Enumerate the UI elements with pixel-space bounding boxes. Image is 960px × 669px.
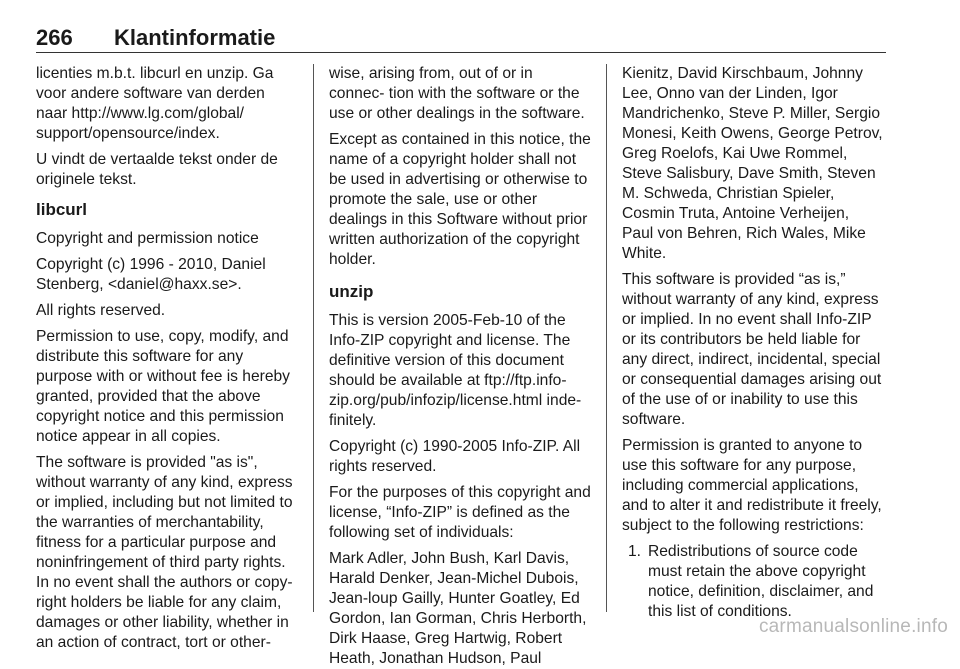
column-divider bbox=[606, 64, 607, 612]
paragraph: Copyright and permission notice bbox=[36, 230, 259, 247]
paragraph: wise, arising from, out of or in connec- tion with the software or the use or other dealings in the software. bbox=[329, 65, 585, 122]
section-heading-unzip: unzip bbox=[329, 282, 374, 301]
column-divider bbox=[313, 64, 314, 612]
paragraph: licenties m.b.t. libcurl en unzip. Ga voor andere software van derden naar http://www.lg.com/global/ support/opensource/index. bbox=[36, 65, 274, 142]
paragraph: Permission is granted to anyone to use this software for any purpose, including commercial applications, and to alter it and redistribute it freely, subject to the following restrictions: bbox=[622, 437, 882, 534]
list-item-text: Redistributions of source code must retain the above copyright notice, definition, disclaimer, and this list of conditions. bbox=[648, 543, 874, 620]
column-1 bbox=[36, 64, 298, 651]
section-heading-libcurl: libcurl bbox=[36, 200, 88, 219]
list-item bbox=[622, 542, 884, 622]
paragraph: For the purposes of this copyright and license, “Info-ZIP” is defined as the following set of individuals: bbox=[329, 484, 591, 541]
paragraph: This is version 2005-Feb-10 of the Info-ZIP copyright and license. The definitive version of this document should be available at ftp://ftp.info- zip.org/pub/infozip/license.html inde- finitely. bbox=[329, 312, 582, 429]
paragraph: Copyright (c) 1990-2005 Info-ZIP. All rights reserved. bbox=[329, 438, 581, 475]
page-header bbox=[36, 26, 886, 53]
paragraph: This software is provided “as is,” without warranty of any kind, express or implied. In no event shall Info-ZIP or its contributors be held liable for any direct, indirect, incidental, special or consequential damages arising out of the use of or inability to use this software. bbox=[622, 271, 882, 428]
paragraph: Except as contained in this notice, the name of a copyright holder shall not be used in advertising or otherwise to promote the sale, use or other dealings in this Software without prior written authorization of the copyright holder. bbox=[329, 131, 591, 268]
column-2 bbox=[329, 64, 591, 667]
restrictions-list bbox=[622, 542, 884, 622]
paragraph: Mark Adler, John Bush, Karl Davis, Harald Denker, Jean-Michel Dubois, Jean-loup Gailly, Hunter Goatley, Ed Gordon, Ian Gorman, Chris Herborth, Dirk Haase, Greg Hartwig, Robert Heath, Jonathan Hudson, Paul bbox=[329, 550, 587, 667]
column-3 bbox=[622, 64, 884, 620]
paragraph: Kienitz, David Kirschbaum, Johnny Lee, Onno van der Linden, Igor Mandrichenko, Steve P. Miller, Sergio Monesi, Keith Owens, George Petrov, Greg Roelofs, Kai Uwe Rommel, Steve Salisbury, Dave Smith, Steven M. Schweda, Christian Spieler, Cosmin Truta, Antoine Verheijen, Paul von Behren, Rich Wales, Mike White. bbox=[622, 65, 883, 262]
paragraph: All rights reserved. bbox=[36, 302, 166, 319]
paragraph: U vindt de vertaalde tekst onder de originele tekst. bbox=[36, 151, 278, 188]
page-title: Klantinformatie bbox=[114, 25, 276, 50]
list-item-number: 1. bbox=[628, 543, 642, 560]
paragraph: The software is provided "as is", without warranty of any kind, express or implied, including but not limited to the warranties of merchantability, fitness for a particular purpose and noninfringement of third party rights. In no event shall the authors or copy- right holders be liable for any claim, damages or other liability, whether in an action of contract, tort or other- bbox=[36, 454, 293, 651]
paragraph: Copyright (c) 1996 - 2010, Daniel Stenberg, <daniel@haxx.se>. bbox=[36, 256, 266, 293]
page-number: 266 bbox=[36, 25, 73, 50]
watermark: carmanualsonline.info bbox=[758, 616, 948, 637]
paragraph: Permission to use, copy, modify, and distribute this software for any purpose with or without fee is hereby granted, provided that the above copyright notice and this permission notice appear in all copies. bbox=[36, 328, 290, 445]
